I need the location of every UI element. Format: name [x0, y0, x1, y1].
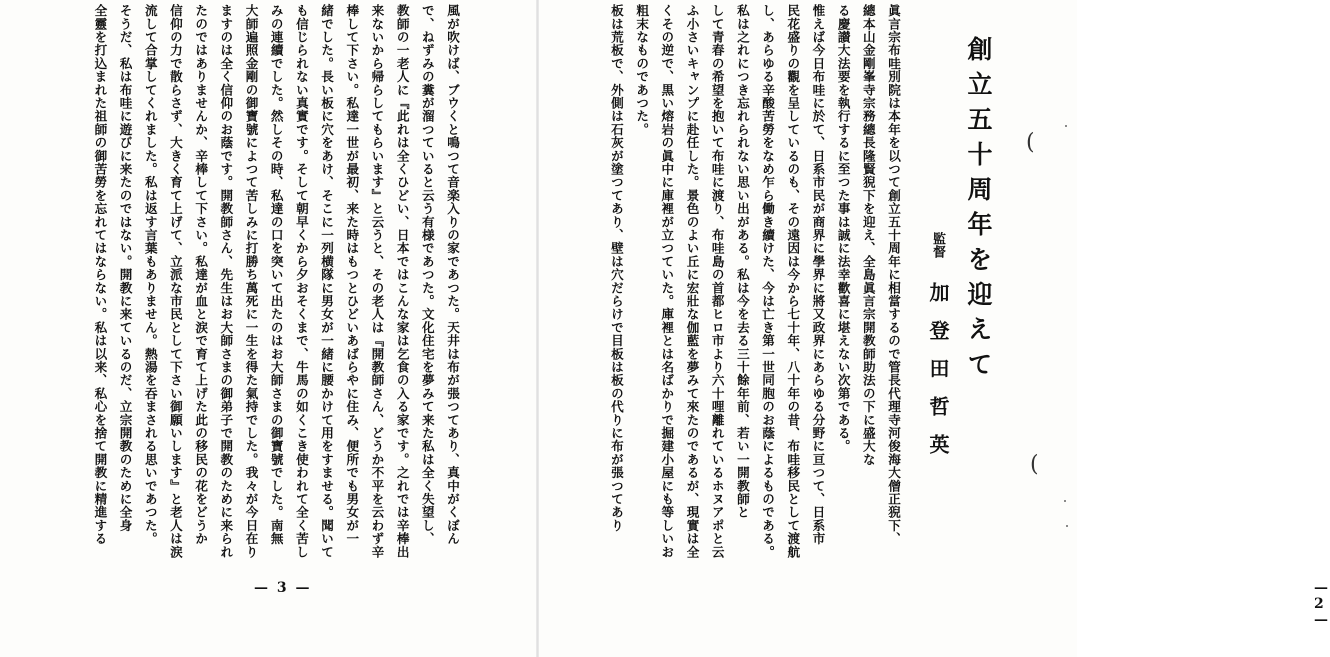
text-column: 信仰の力で散らさず、大きく育て上げて、立派な市民として下さい御願いします』と老人は涙	[167, 4, 183, 559]
text-column: ふ小さいキャンプに赴任した。景色のよい丘に宏壯な伽藍を夢みて來たのであるが、現實は全	[684, 4, 700, 559]
left-page	[0, 0, 538, 657]
text-column: 惟えば今日布哇に於て、日系市民が商界に學界に將又政界にあらゆる分野に亘つて、日系市	[810, 4, 826, 546]
text-column: ますのは全く信仰のお蔭です。開教師さん、先生はお大師さまの御弟子で開教のために来られ	[218, 4, 234, 559]
right-page	[538, 0, 1330, 657]
article-title: 創立五十周年を迎えて	[964, 36, 993, 386]
text-column: 總本山金剛峯寺宗務總長隆賢猊下を迎え、全島眞言宗開教師助法の下に盛大な	[860, 4, 876, 466]
text-column: そうだ、私は布哇に遊びに来たのではない。開教に来ているのだ、立宗開教のために全身	[117, 4, 133, 532]
text-column: 全靈を打込まれた祖師の御苦勞を忘れてはならない。私は以来、私心を捨て開教に精進する	[92, 4, 108, 546]
text-column: し、あらゆる辛酸苦勞をなめ乍ら働き續けた、今は亡き第一世同胞のお蔭によるものである。	[760, 4, 776, 559]
text-column: 大師遍照金剛の御寶號によつて苦しみに打勝ち萬死に一生を得た氣持でした。我々が今日在り	[243, 4, 259, 559]
text-column: 粗末なものであつた。	[634, 4, 650, 136]
text-column: 民花盛りの觀を呈しているのも、その遠因は今から七十年、八十年の昔、布哇移民として渡航	[785, 4, 801, 559]
speck	[1065, 125, 1067, 127]
text-column: 板は荒板で、外側は石灰が塗つてあり、壁は穴だらけで目板は板の代りに布が張つてあり	[608, 4, 624, 532]
text-column: たのではありませんか、辛棒して下さい。私達が血と涙で育て上げた此の移民の花をどうか	[193, 4, 209, 546]
speck	[1064, 500, 1066, 502]
text-column: 私は之れにつき忘れられない思い出がある。私は今を去る三十餘年前、若い一開教師と	[734, 4, 750, 519]
text-column: 棒して下さい。私達一世が最初、来た時はもつとひどいあばらやに住み、便所でも男女が一	[344, 4, 360, 546]
author-role: 監督	[930, 232, 945, 258]
author-name: 加登田哲英	[926, 282, 950, 472]
text-column: して青春の希望を抱いて布哇に渡り、布哇島の首都ヒロ市より六十哩離れているホヌアポと云	[709, 4, 725, 559]
text-column: 流して合掌してくれました。私は返す言葉もありません。熱湯を吞まされる思いであつた。	[142, 4, 158, 546]
right-page-body	[590, 4, 906, 574]
text-column: 風が吹けば、ブウくと鳴つて音楽入りの家であつた。天井は布が張つてあり、真中がくぼん	[445, 4, 460, 546]
text-column: 来ないから帰らしてもらいます』と云うと、その老人は『開教師さん、どうか不平を云わず辛	[369, 4, 385, 559]
text-column: る慶讃大法要を執行するに至つた事は誠に法幸歡喜に堪えない次第である。	[835, 4, 851, 453]
speck	[1066, 525, 1068, 527]
left-page-body	[50, 4, 465, 574]
margin-mark: (	[1026, 130, 1035, 155]
text-column: 教師の一老人に『此れは全くひどい、日本ではこんな家は乞食の入る家です。之れでは辛棒出	[394, 4, 410, 559]
text-column: みの連續でした。然しその時、私達の口を突いて出たのはお大師さまの御寶號でした。南無	[268, 4, 284, 546]
text-column: で、ねずみの糞が溜つていると云う有様であつた。文化住宅を夢みて来た私は全く失望し、	[419, 4, 435, 546]
margin-mark: (	[1030, 452, 1039, 477]
text-column: も信じられない真實です。そして朝早くから夕おそくまで、牛馬の如くこき使われて全く苦し	[293, 4, 309, 559]
page-number: — 2 —	[1314, 580, 1330, 628]
text-column: 眞言宗布哇別院は本年を以つて創立五十周年に相當するので管長代理寺河俊海大僧正猊下、	[886, 4, 901, 546]
text-column: 緒でした。長い板に穴をあけ、そこに一列横隊に男女が一緒に腰かけて用をすませる。聞いて	[319, 4, 335, 559]
text-column: くその逆で、黒い熔岩の眞中に庫裡が立つていた。庫裡とは名ばかりで掘建小屋にも等しいお	[659, 4, 675, 559]
page-number: — 3 —	[254, 580, 312, 596]
